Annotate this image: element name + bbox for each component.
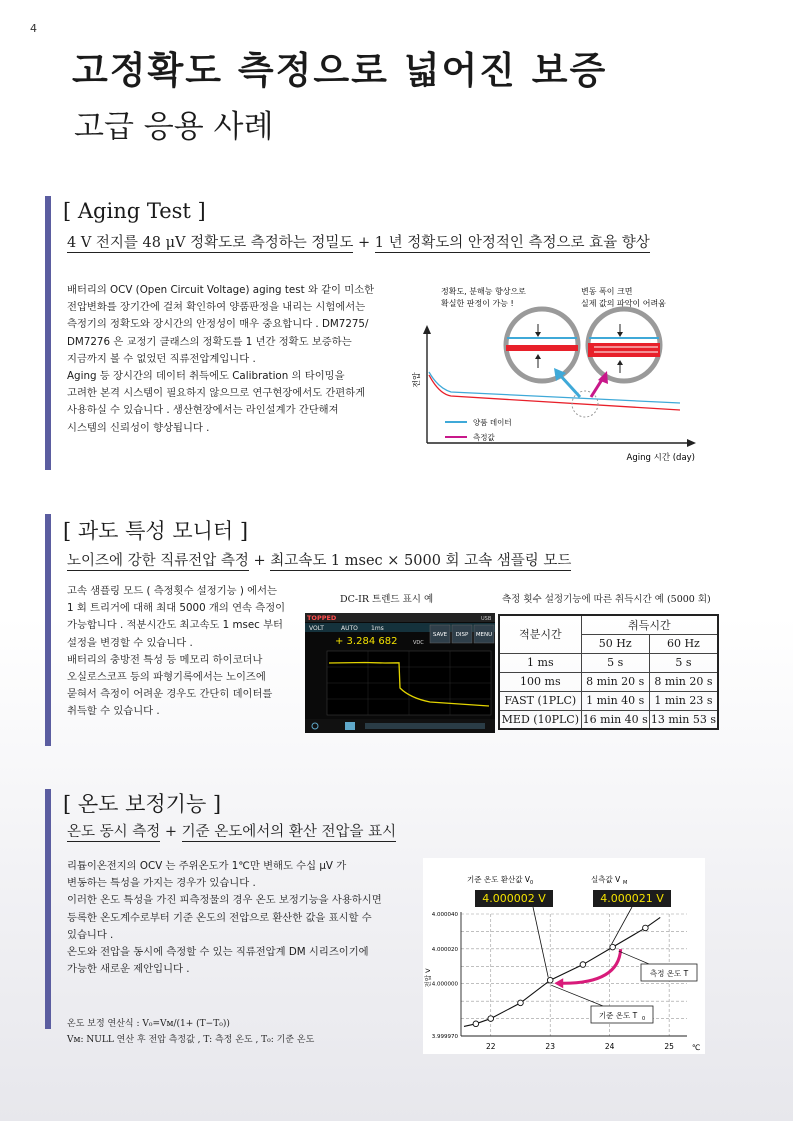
temperature-tagline-b: 기준 온도에서의 환산 전압을 표시 (181, 824, 397, 840)
temp-series-point (488, 1016, 494, 1022)
temp-series-point (518, 1000, 524, 1006)
temperature-body-line: 등록한 온도계수로부터 기준 온도의 전압으로 환산한 값을 표시할 수 (67, 911, 372, 924)
screen-rate: 1ms (371, 625, 384, 632)
temp-x-tick: 25 (664, 1042, 674, 1051)
transient-body-line: 배터리의 충방전 특성 등 메모리 하이코더나 (67, 653, 263, 666)
temp-series-point (580, 962, 586, 968)
temp-y-tick: 4.000020 (431, 946, 458, 953)
aging-note-right-1: 변동 폭이 크면 (581, 287, 633, 296)
aging-body-line: 전압변화를 장기간에 걸쳐 확인하여 양품판정을 내리는 시험에서는 (67, 301, 366, 314)
instrument-screen (305, 613, 495, 733)
temp-y-tick: 3.999970 (431, 1034, 458, 1040)
temperature-body-line: 있습니다 . (67, 928, 114, 941)
screen-save: SAVE (432, 632, 448, 638)
temperature-body-line: 온도와 전압을 동시에 측정할 수 있는 직류전압계 DM 시리즈이기에 (67, 946, 369, 959)
aging-y-arrow (423, 325, 431, 334)
temp-series-point (547, 977, 553, 983)
temperature-body (67, 858, 407, 978)
screen-disp: DISP (455, 632, 469, 638)
aging-body (67, 282, 397, 437)
page-title: 고정확도 측정으로 넓어진 보증 (72, 48, 608, 92)
table-cell: 5 s (649, 653, 718, 672)
table-cell: 1 min 40 s (581, 691, 649, 710)
table-caption: 측정 횟수 설정기능에 따른 취득시간 예 (5000 회) (502, 594, 711, 605)
display-meas-value: 4.000021 V (600, 892, 664, 905)
aging-blue-pointer (559, 374, 580, 397)
section-accent-bar (45, 789, 51, 1029)
section-accent-bar (45, 514, 51, 746)
temperature-tagline-plus: + (164, 824, 178, 840)
temperature-heading: [ 온도 보정기능 ] (63, 792, 222, 816)
temp-label-meas-sub: M (623, 880, 628, 886)
transient-tagline-plus: + (253, 553, 266, 569)
box-measure-temp-label: 측정 온도 T (649, 969, 689, 978)
transient-body-line: 고속 샘플링 모드 ( 측정횟수 설정기능 ) 에서는 (67, 585, 277, 597)
aging-y-label: 전압 (412, 372, 421, 388)
table-row (499, 691, 718, 710)
temperature-chart-panel (423, 858, 705, 1054)
box-ref-temp-label: 기준 온도 T (598, 1011, 638, 1020)
screen-unit: VDC (413, 640, 424, 646)
screen-status: TOPPED (307, 614, 337, 622)
temperature-body-line: 리튬이온전지의 OCV 는 주위온도가 1℃만 변해도 수십 μV 가 (67, 860, 347, 872)
table-cell: 13 min 53 s (649, 710, 718, 729)
aging-note-left-2: 확실한 판정이 가능 ! (441, 299, 514, 308)
temp-x-tick: 24 (604, 1042, 615, 1051)
transient-body-line: 오실로스코프 등의 파형기록에서는 노이즈에 (67, 671, 266, 684)
screen-scrollbar (365, 723, 485, 729)
aging-note-left-1: 정확도, 분해능 향상으로 (441, 287, 526, 296)
screen-usb: USB (481, 616, 492, 622)
table-row (499, 653, 718, 672)
aging-body-line: DM7276 은 교정기 클래스의 정확도를 1 년간 정확도 보증하는 (67, 335, 352, 348)
aging-note-right-2: 실제 값의 파악이 어려움 (581, 299, 666, 308)
aging-tagline-b: 1 년 정확도의 안정적인 측정으로 효율 향상 (374, 235, 650, 251)
aging-legend-good: 양품 데이터 (473, 418, 512, 427)
aging-mag-right-red (588, 343, 660, 357)
temperature-chart (423, 858, 705, 1054)
aging-legend-measured: 측정값 (473, 433, 495, 442)
aging-tagline-a: 4 V 전지를 48 μV 정확도로 측정하는 정밀도 (67, 235, 354, 251)
temp-label-meas: 실측값 V (591, 875, 621, 884)
transient-heading: [ 과도 특성 모니터 ] (63, 519, 249, 543)
table-cell: 8 min 20 s (581, 672, 649, 691)
table-row (499, 672, 718, 691)
table-cell: FAST (1PLC) (499, 691, 581, 710)
temp-series-point (643, 925, 649, 931)
temp-label-ref-sub: 0 (530, 880, 534, 886)
transient-body-line: 묻혀서 측정이 어려운 경우도 간단히 데이터를 (67, 688, 273, 701)
page-subtitle: 고급 응용 사례 (74, 109, 274, 145)
temp-x-unit: ℃ (692, 1043, 701, 1052)
screen-caption: DC-IR 트렌드 표시 예 (340, 594, 434, 605)
transient-tagline-a: 노이즈에 강한 직류전압 측정 (67, 553, 249, 569)
table-cell: 16 min 40 s (581, 710, 649, 729)
transient-body (67, 583, 299, 721)
table-row (499, 710, 718, 729)
temp-series-point (473, 1021, 479, 1027)
transient-body-line: 가능합니다 . 적분시간도 최고속도 1 msec 부터 (67, 619, 284, 632)
table-cell: MED (10PLC) (499, 710, 581, 729)
table-cell: 100 ms (499, 672, 581, 691)
aging-body-line: 시스템의 신뢰성이 향상됩니다 . (67, 421, 210, 434)
aging-body-line: Aging 등 장시간의 데이터 취득에도 Calibration 의 타이밍을 (67, 370, 345, 383)
aging-heading: [ Aging Test ] (63, 199, 206, 223)
table-cell: 1 ms (499, 653, 581, 672)
transient-body-line: 1 회 트리거에 대해 최대 5000 개의 연속 측정이 (67, 602, 286, 615)
aging-tagline-plus: + (358, 235, 371, 251)
table-cell: 1 min 23 s (649, 691, 718, 710)
temp-series-point (610, 944, 616, 950)
temperature-tagline (67, 820, 396, 841)
table-header-acquisition: 취득시간 (581, 615, 718, 634)
display-ref-value: 4.000002 V (482, 892, 546, 905)
transient-body-line: 취득할 수 있습니다 . (67, 705, 160, 718)
aging-body-line: 사용하실 수 있습니다 . 생산현장에서는 라인설계가 간단해져 (67, 404, 339, 417)
aging-tagline (67, 231, 650, 252)
table-header-50hz: 50 Hz (581, 634, 649, 653)
transient-tagline (67, 549, 571, 570)
aging-body-line: 지금까지 볼 수 없었던 직류전압계입니다 . (67, 352, 256, 365)
temperature-body-line: 이러한 온도 특성을 가진 피측정물의 경우 온도 보정기능을 사용하시면 (67, 894, 382, 907)
formula-legend: Vᴍ: NULL 연산 후 전압 측정값 , T: 측정 온도 , T₀: 기준 온도 (67, 1035, 315, 1045)
temp-label-ref: 기준 온도 환산값 V (467, 875, 530, 884)
temp-y-tick: 4.000040 (431, 912, 458, 918)
transient-body-line: 설정을 변경할 수 있습니다 . (67, 636, 193, 649)
aging-x-label: Aging 시간 (day) (626, 453, 695, 463)
aging-body-line: 고려한 본격 시스템이 필요하지 않으므로 연구현장에서도 간편하게 (67, 387, 366, 400)
temperature-body-line: 가능한 새로운 제안입니다 . (67, 963, 190, 976)
screen-auto: AUTO (341, 625, 358, 632)
page-number: 4 (30, 22, 37, 35)
table-cell: 8 min 20 s (649, 672, 718, 691)
temp-x-tick: 22 (485, 1042, 496, 1051)
formula: 온도 보정 연산식 : V₀=Vᴍ/(1+ (T−T₀)) (67, 1019, 230, 1029)
screen-menu: MENU (475, 632, 493, 638)
screen-scroll-thumb (345, 722, 355, 730)
aging-mag-left-red (506, 345, 578, 351)
temp-x-tick: 23 (545, 1042, 555, 1051)
table-header-integration: 적분시간 (499, 615, 581, 653)
box-ref-temp-sub: 0 (642, 1016, 646, 1022)
temperature-tagline-a: 온도 동시 측정 (67, 824, 161, 840)
aging-diagram (405, 280, 705, 465)
transient-tagline-b: 최고속도 1 msec × 5000 회 고속 샘플링 모드 (270, 553, 572, 569)
aging-body-line: 배터리의 OCV (Open Circuit Voltage) aging test 와 같이 미소한 (67, 284, 375, 296)
aging-body-line: 측정기의 정확도와 장시간의 안정성이 매우 중요합니다 . DM7275/ (67, 318, 369, 331)
temp-y-label: 전압 V (424, 968, 432, 988)
section-accent-bar (45, 196, 51, 470)
temp-y-tick: 4.000000 (431, 981, 458, 988)
acquisition-time-table (498, 614, 719, 730)
table-header-60hz: 60 Hz (649, 634, 718, 653)
temperature-body-line: 변동하는 특성을 가지는 경우가 있습니다 . (67, 877, 256, 890)
screen-reading: + 3.284 682 (335, 636, 398, 647)
table-cell: 5 s (581, 653, 649, 672)
screen-volt: VOLT (309, 625, 324, 632)
aging-x-arrow (687, 439, 696, 447)
